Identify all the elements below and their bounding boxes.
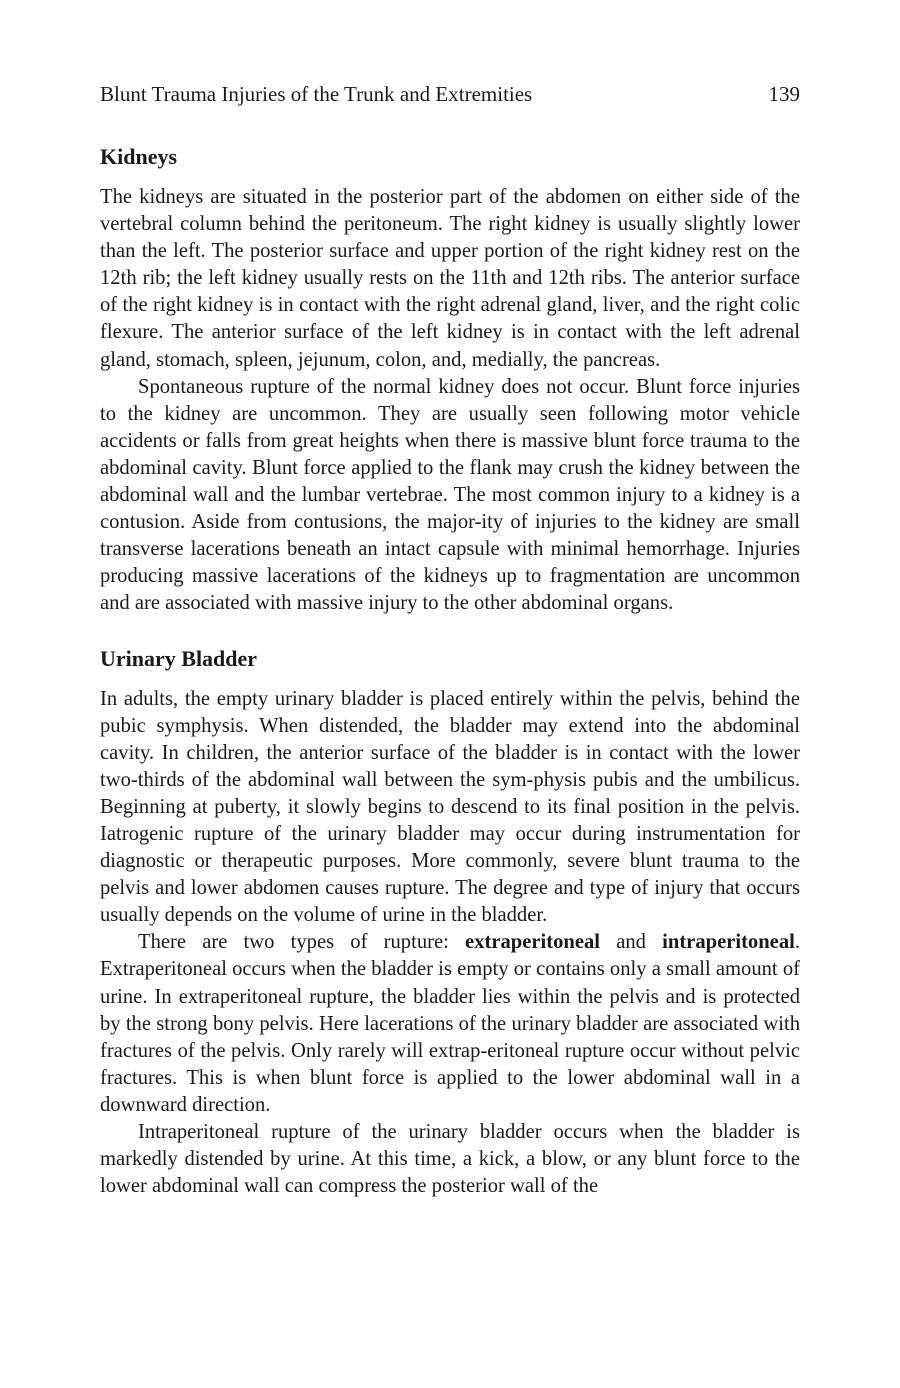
bladder-p2-and: and bbox=[600, 931, 663, 954]
bladder-paragraph-3: Intraperitoneal rupture of the urinary bladder occurs when the bladder is markedly distended by urine. At this time, a kick, a blow, or any blunt force to the lower abdominal wall can compress the posterior wall of the bbox=[100, 1121, 800, 1198]
bladder-p2-start: There are two types of rupture: bbox=[138, 931, 466, 954]
section-heading-urinary-bladder: Urinary Bladder bbox=[100, 645, 258, 671]
bladder-paragraph-1: In adults, the empty urinary bladder is placed entirely within the pelvis, behind the pubic symphysis. When distended, the bladder may extend into the abdominal cavity. In children, the anterior surface of the bladder is in contact with the lower two-thirds of the abdominal wall between the sym-physis pubis and the umbilicus. Beginning at puberty, it slowly begins to descend to its final position in the pelvis. Iatrogenic rupture of the urinary bladder may occur during instrumentation for diagnostic or therapeutic purposes. More commonly, severe blunt trauma to the pelvis and lower abdomen causes rupture. The degree and type of injury that occurs usually depends on the volume of urine in the bladder. bbox=[100, 687, 800, 927]
bladder-paragraph-2 bbox=[100, 929, 800, 1119]
section-heading-kidneys: Kidneys bbox=[100, 144, 178, 169]
running-head-title: Blunt Trauma Injuries of the Trunk and Extremities bbox=[100, 82, 533, 106]
kidneys-paragraph-1: The kidneys are situated in the posterior part of the abdomen on either side of the vertebral column behind the peritoneum. The right kidney is usually slightly lower than the left. The posterior surface and upper portion of the right kidney rest on the 12th rib; the left kidney usually rests on the 11th and 12th ribs. The anterior surface of the right kidney is in contact with the right adrenal gland, liver, and the right colic flexure. The anterior surface of the left kidney is in contact with the left adrenal gland, stomach, spleen, jejunum, colon, and, medially, the pancreas. bbox=[100, 186, 800, 371]
bladder-p2-rest: . Extraperitoneal occurs when the bladder is empty or contains only a small amount of urine. In extraperitoneal rupture, the bladder lies within the pelvis and is protected by the strong bony pelvis. Here lacerations of the urinary bladder are associated with fractures of the pelvis. Only rarely will extrap-eritoneal rupture occur without pelvic fractures. This is when blunt force is applied to the lower abdominal wall in a downward direction. bbox=[100, 931, 800, 1116]
running-head bbox=[100, 80, 800, 108]
page-content bbox=[100, 142, 800, 1200]
term-intraperitoneal: intraperitoneal bbox=[662, 931, 795, 954]
kidneys-paragraph-2: Spontaneous rupture of the normal kidney does not occur. Blunt force injuries to the kidney are uncommon. They are usually seen following motor vehicle accidents or falls from great heights when there is massive blunt force trauma to the abdominal cavity. Blunt force applied to the flank may crush the kidney between the abdominal wall and the lumbar vertebrae. The most common injury to a kidney is a contusion. Aside from contusions, the major-ity of injuries to the kidney are small transverse lacerations beneath an intact capsule with minimal hemorrhage. Injuries producing massive lacerations of the kidneys up to fragmentation are uncommon and are associated with massive injury to the other abdominal organs. bbox=[100, 375, 800, 615]
page-number: 139 bbox=[768, 82, 800, 106]
term-extraperitoneal: extraperitoneal bbox=[465, 931, 601, 954]
